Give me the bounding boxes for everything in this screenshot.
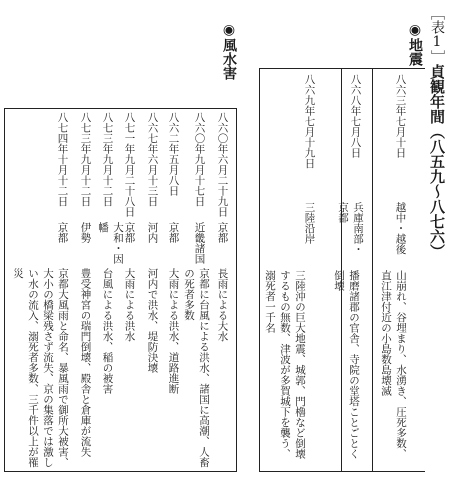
wind-flood-desc: 京都大風雨と命名、暴風雨で御所大被害、大小の橋梁残さず流失、京の集落では激しい水の流入、溺死者多数、三千件以上が罹災 (12, 268, 69, 468)
wind-flood-date: 八六七年六月十三日 (146, 112, 159, 207)
earthquake-divider-1 (372, 68, 373, 472)
wind-flood-desc: 長雨による大水 (216, 268, 229, 342)
wind-flood-place: 京都 (167, 222, 180, 243)
table-tag: ［表1］ (429, 6, 445, 64)
wind-flood-date: 八七三年九月十二日 (79, 112, 92, 207)
wind-flood-date: 八七四年十月十二日 (56, 112, 69, 207)
earthquake-bottom-rule (260, 471, 425, 472)
wind-flood-desc: 台風による洪水、稲の被害 (101, 268, 114, 394)
wind-flood-place: 京都 (216, 222, 229, 243)
wind-flood-place: 京都 (56, 222, 69, 243)
wind-flood-desc: 河内で洪水、堤防決壊 (146, 268, 159, 373)
earthquake-place: 越中・越後 (394, 202, 407, 255)
earthquake-place: 三陸沿岸 (303, 202, 316, 244)
wind-flood-date: 八六〇年九月十七日 (193, 112, 206, 207)
earthquake-desc: 三陸沖の巨大地震、城郭、門櫓など倒壊するもの無数、津波が多賀城下を襲う、溺死者一千名 (264, 270, 306, 459)
table-title-text: 貞観年間（八五九〜八七六） (428, 64, 446, 259)
wind-flood-desc: 京都に台風による洪水、諸国に高潮、人畜の死者多数 (183, 268, 210, 468)
wind-flood-place: 河内 (146, 222, 159, 243)
earthquake-top-rule (260, 68, 425, 69)
earthquake-date: 八六八年七月八日 (349, 74, 362, 158)
earthquake-date: 八六九年七月十九日 (303, 74, 316, 169)
wind-flood-bottom-rule (4, 471, 236, 472)
wind-flood-desc: 大雨による洪水 (123, 268, 136, 342)
wind-flood-date: 八六〇年六月二十九日 (216, 112, 229, 217)
earthquake-desc: 播磨諸郡の官舎、寺院の堂塔ことごとく倒壊 (333, 270, 360, 459)
wind-flood-date: 八七三年九月十二日 (101, 112, 114, 207)
wind-flood-place: 伊勢 (79, 222, 92, 243)
wind-flood-left-rule (4, 108, 5, 472)
wind-flood-place: 京都 (123, 222, 136, 243)
wind-flood-date: 八六二年五月八日 (167, 112, 180, 196)
wind-flood-place: 大和・因幡 (97, 222, 124, 264)
wind-flood-desc: 豊受神宮の瑞門倒壊、殿舎と倉庫が流失 (79, 268, 92, 457)
earthquake-heading: ◉地震 (407, 22, 423, 66)
earthquake-left-rule (259, 68, 260, 472)
wind-flood-place: 近畿諸国 (193, 222, 206, 264)
wind-flood-desc: 大雨による洪水、道路進断 (167, 268, 180, 394)
earthquake-place: 兵庫南部・京都 (337, 202, 364, 255)
wind-flood-right-rule (236, 108, 237, 472)
earthquake-desc: 山崩れ、谷埋まり、水湧き、圧死多数、直江津付近の小島数島壊滅 (380, 270, 407, 459)
wind-flood-top-rule (4, 108, 236, 109)
wind-flood-date: 八七一年九月二十八日 (123, 112, 136, 217)
wind-flood-heading: ◉風水害 (221, 22, 237, 80)
table-title (429, 6, 444, 259)
earthquake-date: 八六三年七月十日 (394, 74, 407, 158)
